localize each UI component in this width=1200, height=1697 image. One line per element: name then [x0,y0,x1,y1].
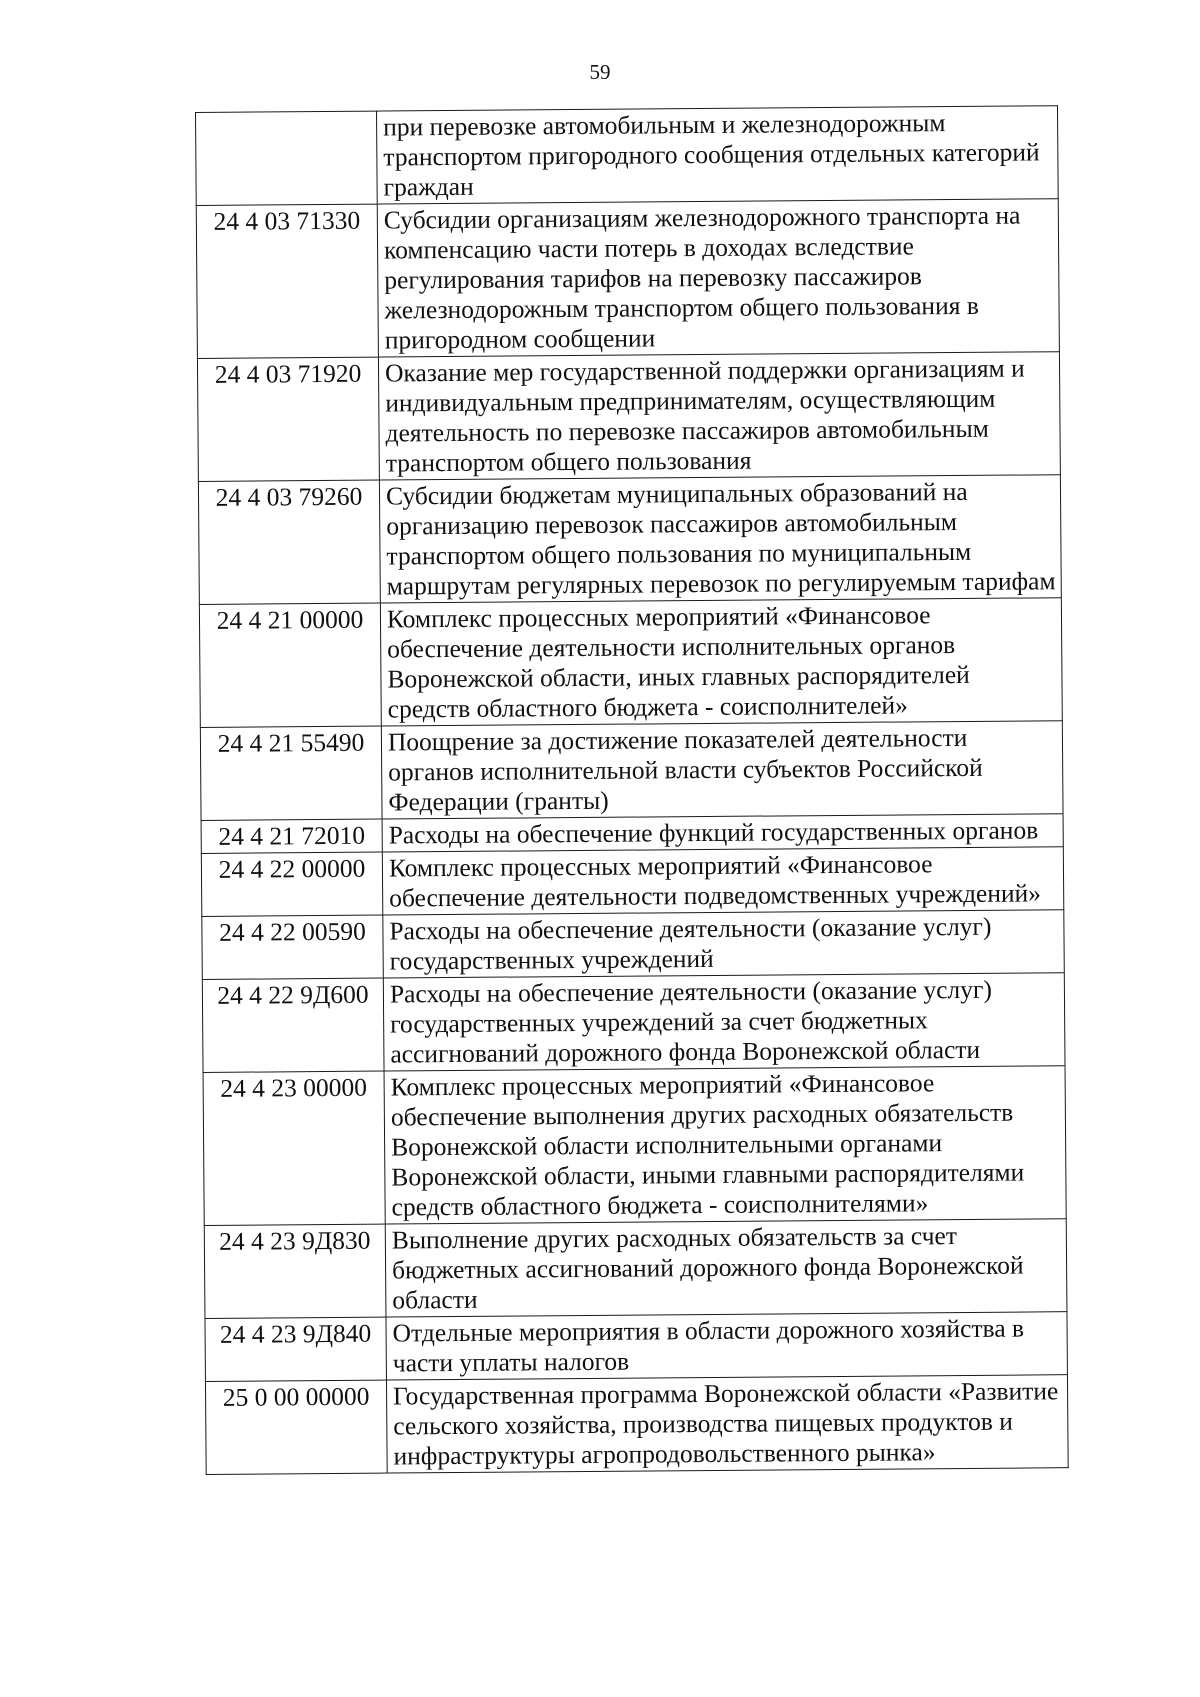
target-article-code: 24 4 21 55490 [200,726,382,820]
target-article-name: Расходы на обеспечение деятельности (оказание услуг) государственных учреждений за счет бюджетных ассигнований дорожного фонда Воронежской области [383,973,1065,1071]
target-article-name: Комплекс процессных мероприятий «Финансовое обеспечение деятельности подведомственных учреждений» [382,847,1063,915]
table-row [197,352,1060,482]
budget-classification-table [195,105,1069,1475]
target-article-code: 24 4 22 00590 [202,915,383,979]
target-article-name: Поощрение за достижение показателей деятельности органов исполнительной власти субъектов Российской Федерации (гранты) [381,721,1063,819]
target-article-name: Расходы на обеспечение функций государственных органов [382,814,1063,852]
target-article-code: 24 4 23 9Д830 [204,1224,386,1318]
table-row [196,199,1059,359]
table-row [202,910,1064,980]
target-article-code: 24 4 23 00000 [203,1071,385,1225]
target-article-name: Расходы на обеспечение деятельности (оказание услуг) государственных учреждений [383,910,1064,978]
table-row [199,598,1062,728]
table-row [200,721,1063,821]
target-article-name: Субсидии бюджетам муниципальных образований на организацию перевозок пассажиров автомобильным транспортом общего пользования по муниципальным маршрутам регулярных перевозок по регулируемым тарифам [379,475,1061,603]
table-row [204,1219,1067,1319]
target-article-name: Выполнение других расходных обязательств за счет бюджетных ассигнований дорожного фонда Воронежской области [385,1219,1067,1317]
target-article-code: 24 4 21 00000 [199,603,381,727]
target-article-code: 24 4 03 71920 [197,357,379,481]
target-article-name: Государственная программа Воронежской области «Развитие сельского хозяйства, производства пищевых продуктов и инфраструктуры агропродовольственного рынка» [386,1375,1068,1473]
target-article-code: 24 4 22 00000 [201,852,382,916]
table-row [198,475,1061,605]
table-row [196,106,1059,206]
page-number: 59 [589,60,611,84]
target-article-code: 24 4 03 71330 [196,204,378,358]
target-article-name: Отдельные мероприятия в области дорожного хозяйства в части уплаты налогов [386,1312,1067,1380]
target-article-name: Комплекс процессных мероприятий «Финансовое обеспечение выполнения других расходных обязательств Воронежской области исполнительными органами Воронежской области, иными главными распорядителями средств областного бюджета - соисполнителями» [384,1066,1066,1224]
target-article-name: Субсидии организациям железнодорожного транспорта на компенсацию части потерь в доходах вследствие регулирования тарифов на перевозку пассажиров железнодорожным транспортом общего пользования в пригородном сообщении [377,199,1059,357]
target-article-code: 24 4 21 72010 [201,819,382,853]
target-article-name: Оказание мер государственной поддержки организациям и индивидуальным предпринимателям, осуществляющим деятельность по перевозке пассажиров автомобильным транспортом общего пользования [378,352,1060,480]
target-article-code: 25 0 00 00000 [205,1380,387,1474]
target-article-code: 24 4 03 79260 [198,480,380,604]
table-row [201,847,1063,917]
table-row [205,1375,1068,1475]
target-article-code: 24 4 23 9Д840 [205,1317,386,1381]
target-article-code: 24 4 22 9Д600 [202,978,384,1072]
target-article-name: при перевозке автомобильным и железнодорожным транспортом пригородного сообщения отдельных категорий граждан [376,106,1058,204]
target-article-name: Комплекс процессных мероприятий «Финансовое обеспечение деятельности исполнительных органов Воронежской области, иных главных распорядителей средств областного бюджета - соисполнителей» [380,598,1062,726]
table-row [202,973,1065,1073]
table-row [205,1312,1067,1382]
target-article-code [196,111,378,205]
table-row [203,1066,1066,1226]
table-body [196,106,1069,1475]
